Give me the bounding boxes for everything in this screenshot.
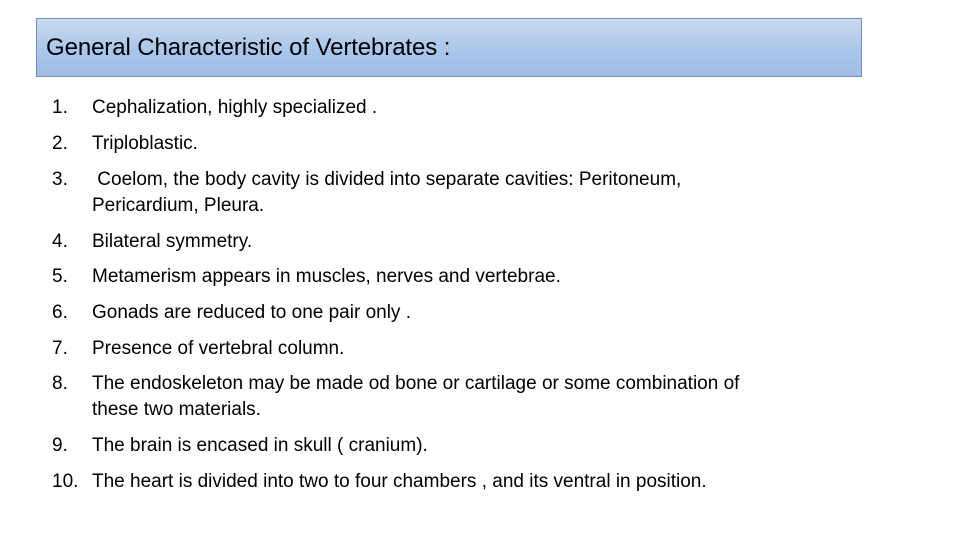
slide-title: General Characteristic of Vertebrates : <box>46 33 451 61</box>
list-item-number: 5. <box>52 266 68 287</box>
list-item-number: 6. <box>52 302 68 323</box>
list-item-text: The heart is divided into two to four chambers , and its ventral in position. <box>92 471 707 492</box>
list-item-number: 2. <box>52 133 68 154</box>
list-item-text: Cephalization, highly specialized . <box>92 97 378 118</box>
list-item-number: 10. <box>52 471 79 492</box>
list-item-number: 1. <box>52 97 68 118</box>
list-item-text: Metamerism appears in muscles, nerves and vertebrae. <box>92 266 561 287</box>
list-item-text: Bilateral symmetry. <box>92 231 253 252</box>
list-item-number: 9. <box>52 435 68 456</box>
list-item-text: The endoskeleton may be made od bone or cartilage or some combination of <box>92 373 740 394</box>
list-item-text: Gonads are reduced to one pair only . <box>92 302 411 323</box>
list-item-number: 3. <box>52 169 68 190</box>
list-item-text: The brain is encased in skull ( cranium). <box>92 435 428 456</box>
list-item-number: 7. <box>52 338 68 359</box>
list-item-text: Presence of vertebral column. <box>92 338 345 359</box>
list-item-number: 4. <box>52 231 68 252</box>
list-item-number: 8. <box>52 373 68 394</box>
list-item-text-line2: these two materials. <box>92 399 261 420</box>
list-item-text: Triploblastic. <box>92 133 198 154</box>
list-item-text-line2: Pericardium, Pleura. <box>92 195 265 216</box>
list-item-text: Coelom, the body cavity is divided into separate cavities: Peritoneum, <box>92 169 682 190</box>
